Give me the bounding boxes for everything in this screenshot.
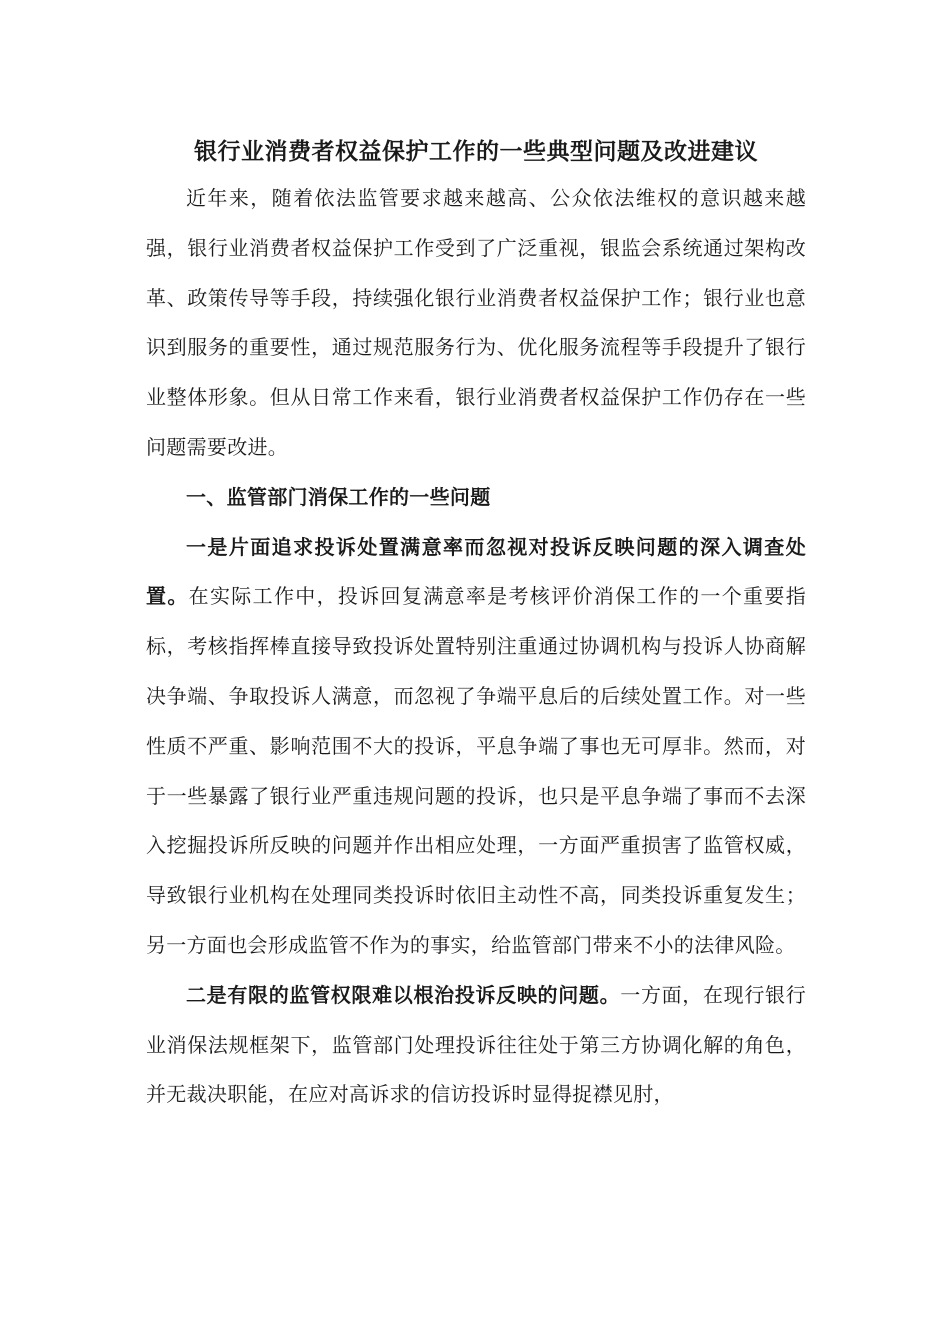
document-page (146, 130, 806, 1120)
point-1-paragraph (146, 523, 806, 971)
point-1-lead: 一是片面追求投诉处置满意率而忽视对投诉反映问题的深入调查处置。 (146, 534, 806, 609)
point-2-body: 一方面，在现行银行业消保法规框架下，监管部门处理投诉往往处于第三方协调化解的角色，并无裁决职能，在应对高诉求的信访投诉时显得捉襟见肘， (146, 982, 806, 1107)
point-2-paragraph (146, 971, 806, 1120)
point-2-lead: 二是有限的监管权限难以根治投诉反映的问题。 (186, 982, 621, 1007)
point-1-body: 在实际工作中，投诉回复满意率是考核评价消保工作的一个重要指标，考核指挥棒直接导致投诉处置特别注重通过协调机构与投诉人协商解决争端、争取投诉人满意，而忽视了争端平息后的后续处置工作。对一些性质不严重、影响范围不大的投诉，平息争端了事也无可厚非。然而，对于一些暴露了银行业严重违规问题的投诉，也只是平息争端了事而不去深入挖掘投诉所反映的问题并作出相应处理，一方面严重损害了监管权威，导致银行业机构在处理同类投诉时依旧主动性不高，同类投诉重复发生；另一方面也会形成监管不作为的事实，给监管部门带来不小的法律风险。 (146, 584, 806, 957)
intro-paragraph: 近年来，随着依法监管要求越来越高、公众依法维权的意识越来越强，银行业消费者权益保护工作受到了广泛重视，银监会系统通过架构改革、政策传导等手段，持续强化银行业消费者权益保护工作；银行业也意识到服务的重要性，通过规范服务行为、优化服务流程等手段提升了银行业整体形象。但从日常工作来看，银行业消费者权益保护工作仍存在一些问题需要改进。 (146, 186, 806, 459)
document-title: 银行业消费者权益保护工作的一些典型问题及改进建议 (194, 138, 758, 165)
section-heading-1: 一、监管部门消保工作的一些问题 (186, 484, 491, 509)
